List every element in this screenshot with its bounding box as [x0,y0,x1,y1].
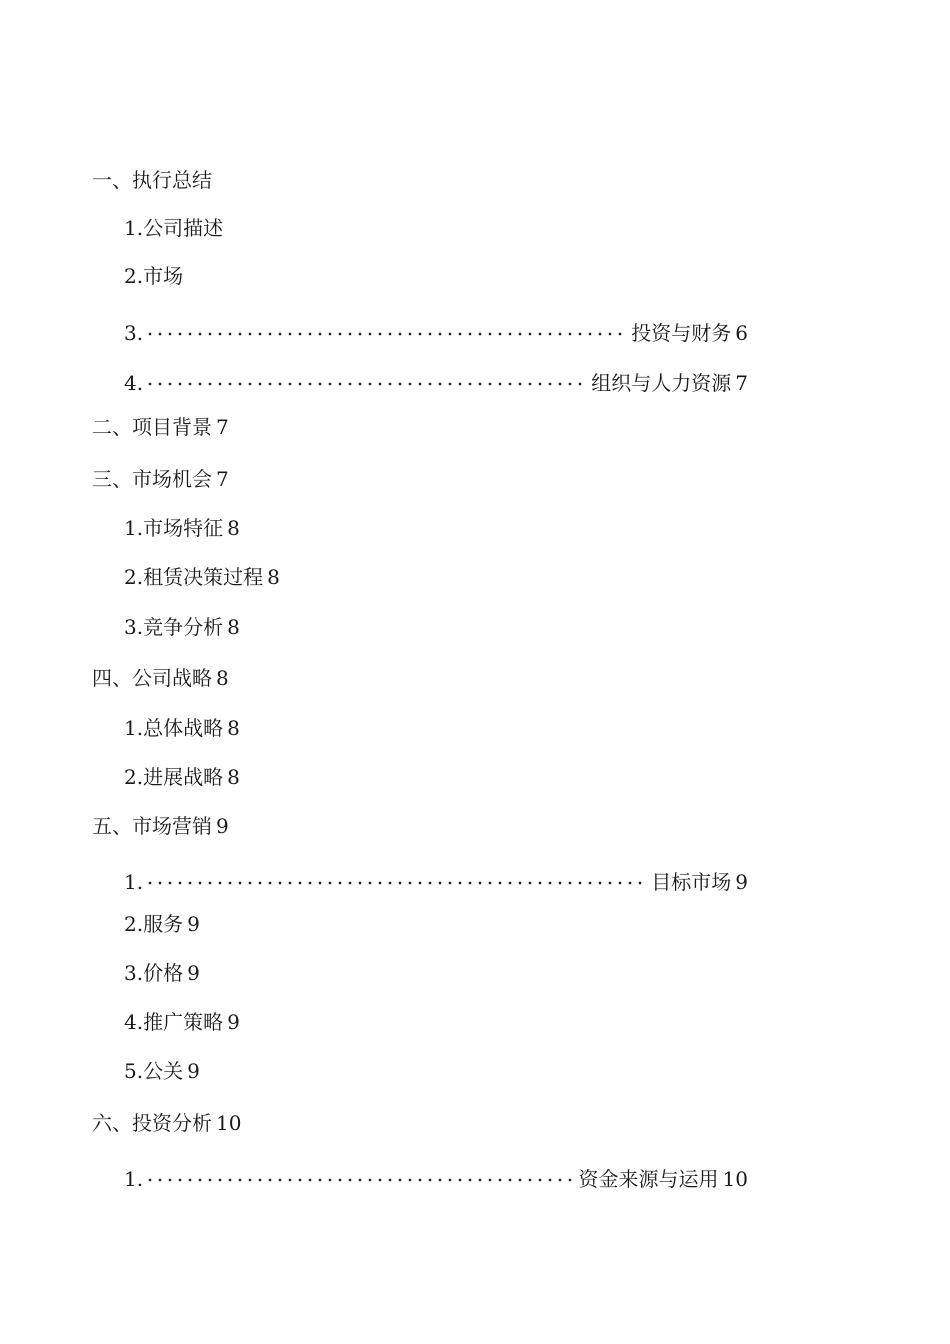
toc-page-number: 9 [735,870,748,894]
toc-entry-number: 四、 [92,666,132,690]
toc-entry[interactable] [124,910,200,938]
toc-entry[interactable] [124,1057,200,1085]
toc-page-number: 7 [735,371,748,395]
toc-page-number: 8 [227,615,240,639]
toc-entry[interactable] [124,959,200,987]
toc-entry-number: 一、 [92,168,132,192]
toc-entry-number: 2. [124,765,144,789]
toc-entry-title: 竞争分析 [143,615,224,639]
toc-entry-title: 资金来源与运用 [578,1167,719,1191]
toc-entry-title: 组织与人力资源 [591,371,732,395]
toc-page-number: 9 [187,961,200,985]
toc-entry-title: 市场特征 [143,516,224,540]
toc-entry-number: 1. [124,870,144,894]
toc-entry[interactable] [92,1109,241,1137]
toc-entry[interactable] [92,664,229,692]
toc-entry-number: 1. [124,516,144,540]
toc-entry[interactable] [92,812,229,840]
toc-page-number: 7 [216,415,229,439]
toc-entry[interactable] [124,1008,240,1036]
toc-entry[interactable] [124,214,223,242]
toc-page-number: 8 [267,565,280,589]
toc-page-number: 9 [187,912,200,936]
toc-entry[interactable] [92,465,229,493]
toc-entry-number: 2. [124,912,144,936]
toc-entry[interactable] [124,514,240,542]
toc-page-number: 8 [227,516,240,540]
toc-entry[interactable] [92,166,212,194]
toc-entry-title: 推广策略 [143,1010,224,1034]
toc-entry[interactable] [124,262,183,290]
toc-entry-number: 1. [124,716,144,740]
toc-page-number: 9 [216,814,229,838]
toc-entry[interactable] [124,714,240,742]
toc-dot-leader [145,1158,574,1186]
toc-dot-leader [145,312,627,340]
toc-page-number: 8 [227,765,240,789]
toc-entry[interactable] [124,763,240,791]
toc-entry-number: 2. [124,264,144,288]
toc-entry-title: 进展战略 [143,765,224,789]
toc-page-number: 9 [187,1059,200,1083]
toc-entry-title: 市场 [143,264,184,288]
toc-entry-number: 三、 [92,467,132,491]
toc-entry-title: 总体战略 [143,716,224,740]
toc-entry[interactable] [124,1158,748,1191]
toc-entry[interactable] [92,413,229,441]
toc-entry-title: 项目背景 [132,415,212,439]
toc-entry-title: 服务 [143,912,184,936]
toc-entry-title: 公司描述 [143,216,224,240]
toc-entry-title: 市场机会 [132,467,212,491]
toc-entry-title: 投资分析 [132,1111,212,1135]
toc-entry[interactable] [124,312,748,345]
toc-entry-title: 投资与财务 [631,321,732,345]
toc-entry-number: 4. [124,371,144,395]
toc-entry-number: 1. [124,1167,144,1191]
toc-dot-leader [145,362,587,390]
toc-entry-number: 3. [124,321,144,345]
toc-entry-title: 租赁决策过程 [143,565,264,589]
toc-page-number: 10 [216,1111,242,1135]
toc-entry[interactable] [124,362,748,395]
toc-entry-number: 5. [124,1059,144,1083]
toc-entry-number: 3. [124,615,144,639]
toc-entry-title: 公关 [143,1059,184,1083]
toc-entry-number: 2. [124,565,144,589]
toc-page-number: 7 [216,467,229,491]
toc-entry-number: 六、 [92,1111,132,1135]
toc-page-number: 8 [227,716,240,740]
toc-entry-title: 执行总结 [132,168,212,192]
toc-entry-title: 目标市场 [651,870,732,894]
toc-entry-number: 1. [124,216,144,240]
toc-entry-number: 五、 [92,814,132,838]
toc-page-number: 9 [227,1010,240,1034]
toc-dot-leader [145,861,647,889]
toc-entry[interactable] [124,861,748,894]
toc-page-number: 6 [735,321,748,345]
toc-page-number: 10 [722,1167,748,1191]
toc-entry-number: 二、 [92,415,132,439]
toc-entry[interactable] [124,563,280,591]
toc-entry-number: 4. [124,1010,144,1034]
toc-page-number: 8 [216,666,229,690]
toc-entry-title: 价格 [143,961,184,985]
toc-entry-number: 3. [124,961,144,985]
toc-entry-title: 公司战略 [132,666,212,690]
toc-entry[interactable] [124,613,240,641]
toc-entry-title: 市场营销 [132,814,212,838]
